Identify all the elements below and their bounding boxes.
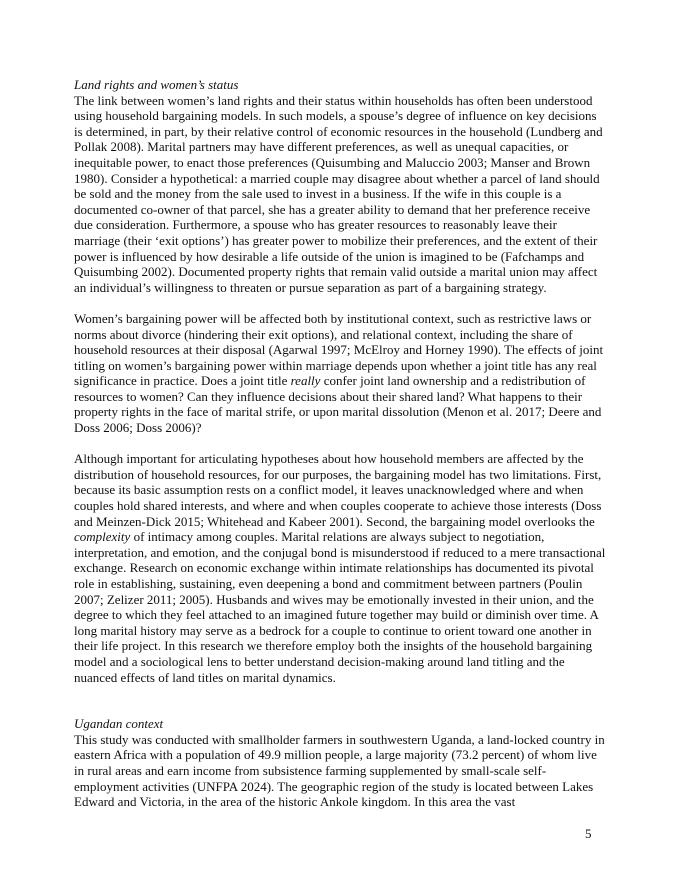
paragraph-study-setting: This study was conducted with smallholder farmers in southwestern Uganda, a land-locked country in eastern Africa with a population of 49.9 million people, a large majority (73.2 percent) of whom live in rural areas and earn income from subsistence farming supplemented by small-scale self-employment activities (UNFPA 2024). The geographic region of the study is located between Lakes Edward and Victoria, in the area of the historic Ankole kingdom. In this area the vast [74,731,605,810]
document-page [74,77,606,810]
paragraph-bargaining-models: The link between women’s land rights and their status within households has often been understood using household bargaining models. In such models, a spouse’s degree of influence on key decisions is determined, in part, by their relative control of economic resources in the household (Lundberg and Pollak 2008). Marital partners may have different preferences, as well as unequal capacities, or inequitable power, to enact those preferences (Quisumbing and Maluccio 2003; Manser and Brown 1980). Consider a hypothetical: a married couple may disagree about whether a parcel of land should be sold and the money from the sale used to invest in a business. If the wife in this couple is a documented co-owner of that parcel, she has a greater ability to demand that her preference receive due consideration. Furthermore, a spouse who has greater resources to reasonably leave their marriage (their ‘exit options’) has greater power to mobilize their preferences, and the extent of their power is influenced by how desirable a life outside of the union is imagined to be (Fafchamps and Quisumbing 2002). Documented property rights that remain valid outside a marital union may affect an individual’s willingness to threaten or pursue separation as part of a bargaining strategy. [74,92,603,295]
paragraph-text: Women’s bargaining power will be affected both by institutional context, such as restrictive laws or norms about divorce (hindering their exit options), and relational context, including the share of household resources at their disposal (Agarwal 1997; McElroy and Horney 1990). The effects of joint titling on women’s bargaining power within marriage depends upon whether a joint title has any real significance in practice. Does a joint title [74,310,604,389]
paragraph-text: Although important for articulating hypotheses about how household members are affected by the distribution of household resources, for our purposes, the bargaining model has two limitations. First, because its basic assumption rests on a conflict model, it leaves unacknowledged where and when couples hold shared interests, and where and when couples cooperate to achieve those interests (Doss and Meinzen-Dick 2015; Whitehead and Kabeer 2001). Second, the bargaining model overlooks the [74,451,602,529]
section-heading-ugandan-context: Ugandan context [74,716,164,732]
paragraph-model-limitations [74,451,606,685]
section-heading-land-rights: Land rights and women’s status [74,77,239,92]
emphasis-text: really [290,373,321,389]
paragraph-text: of intimacy among couples. Marital relations are always subject to negotiation, interpretation, and emotion, and the conjugal bond is misunderstood if reduced to a mere transactional exchange. Research on economic exchange within intimate relationships has documented its pivotal role in establishing, sustaining, even deepening a bond and commitment between partners (Poulin 2007; Zelizer 2011; 2005). Husbands and wives may be emotionally invested in their union, and the degree to which they feel attached to an imagined future together may build or diminish over time. A long marital history may serve as a bedrock for a couple to continue to orient toward one another in their life project. In this research we therefore employ both the insights of the household bargaining model and a sociological lens to better understand decision-making around land titling and the nuanced effects of land titles on marital dynamics. [74,529,606,685]
page-number: 5 [585,826,592,841]
emphasis-text: complexity [74,529,131,545]
paragraph-bargaining-power [74,311,606,436]
paragraph-text: confer joint land ownership and a redistribution of resources to women? Can they influence decisions about their shared land? What happens to their property rights in the face of marital strife, or upon marital dissolution (Menon et al. 2017; Deere and Doss 2006; Doss 2006)? [74,373,602,436]
